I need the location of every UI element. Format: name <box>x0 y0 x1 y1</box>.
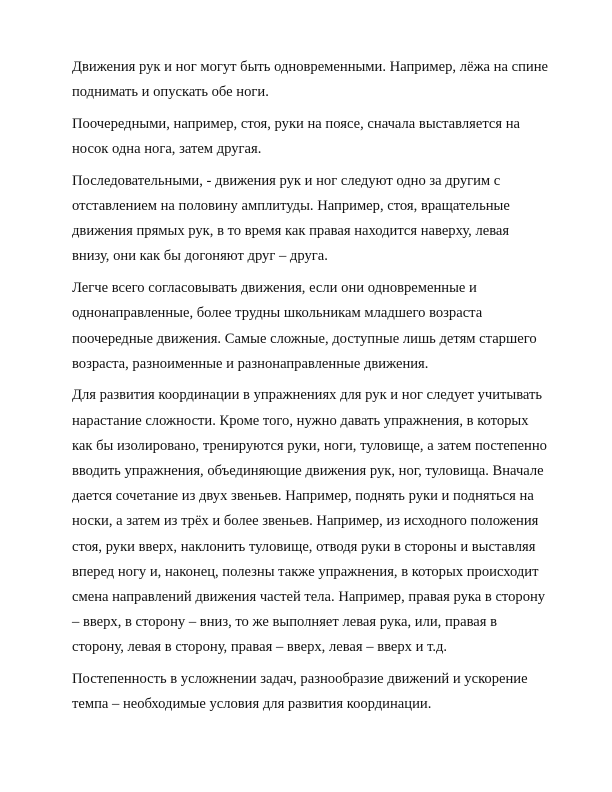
paragraph-coordination-development: Для развития координации в упражнениях для рук и ног следует учитывать нарастание сложности. Кроме того, нужно давать упражнения, в которых как бы изолировано, тренируются руки, ноги, туловище, а затем постепенно вводить упражнения, объединяющие движения рук, ног, туловища. Вначале дается сочетание из двух звеньев. Например, поднять руки и подняться на носки, а затем из трёх и более звеньев. Например, из исходного положения стоя, руки вверх, наклонить туловище, отводя руки в стороны и выставляя вперед ногу и, наконец, полезны также упражнения, в которых происходит смена направлений движения частей тела. Например, правая рука в сторону – вверх, в сторону – вниз, то же выполняет левая рука, или, правая в сторону, левая в сторону, правая – вверх, левая – вверх и т.д. <box>72 387 547 656</box>
paragraph-sequential: Последовательными, - движения рук и ног следуют одно за другим с отставлением на половину амплитуды. Например, стоя, вращательные движения прямых рук, в то время как правая находится наверху, левая внизу, они как бы догоняют друг – друга. <box>72 172 510 265</box>
paragraph-simultaneous: Движения рук и ног могут быть одновременными. Например, лёжа на спине поднимать и опускать обе ноги. <box>72 59 548 101</box>
document-body <box>72 55 550 724</box>
paragraph-difficulty: Легче всего согласовывать движения, если они одновременные и однонаправленные, более трудны школьникам младшего возраста поочередные движения. Самые сложные, доступные лишь детям старшего возраста, разноименные и разнонаправленные движения. <box>72 280 537 372</box>
paragraph-conclusion: Постепенность в усложнении задач, разнообразие движений и ускорение темпа – необходимые условия для развития координации. <box>72 671 528 713</box>
paragraph-alternating: Поочередными, например, стоя, руки на поясе, сначала выставляется на носок одна нога, затем другая. <box>72 115 520 158</box>
